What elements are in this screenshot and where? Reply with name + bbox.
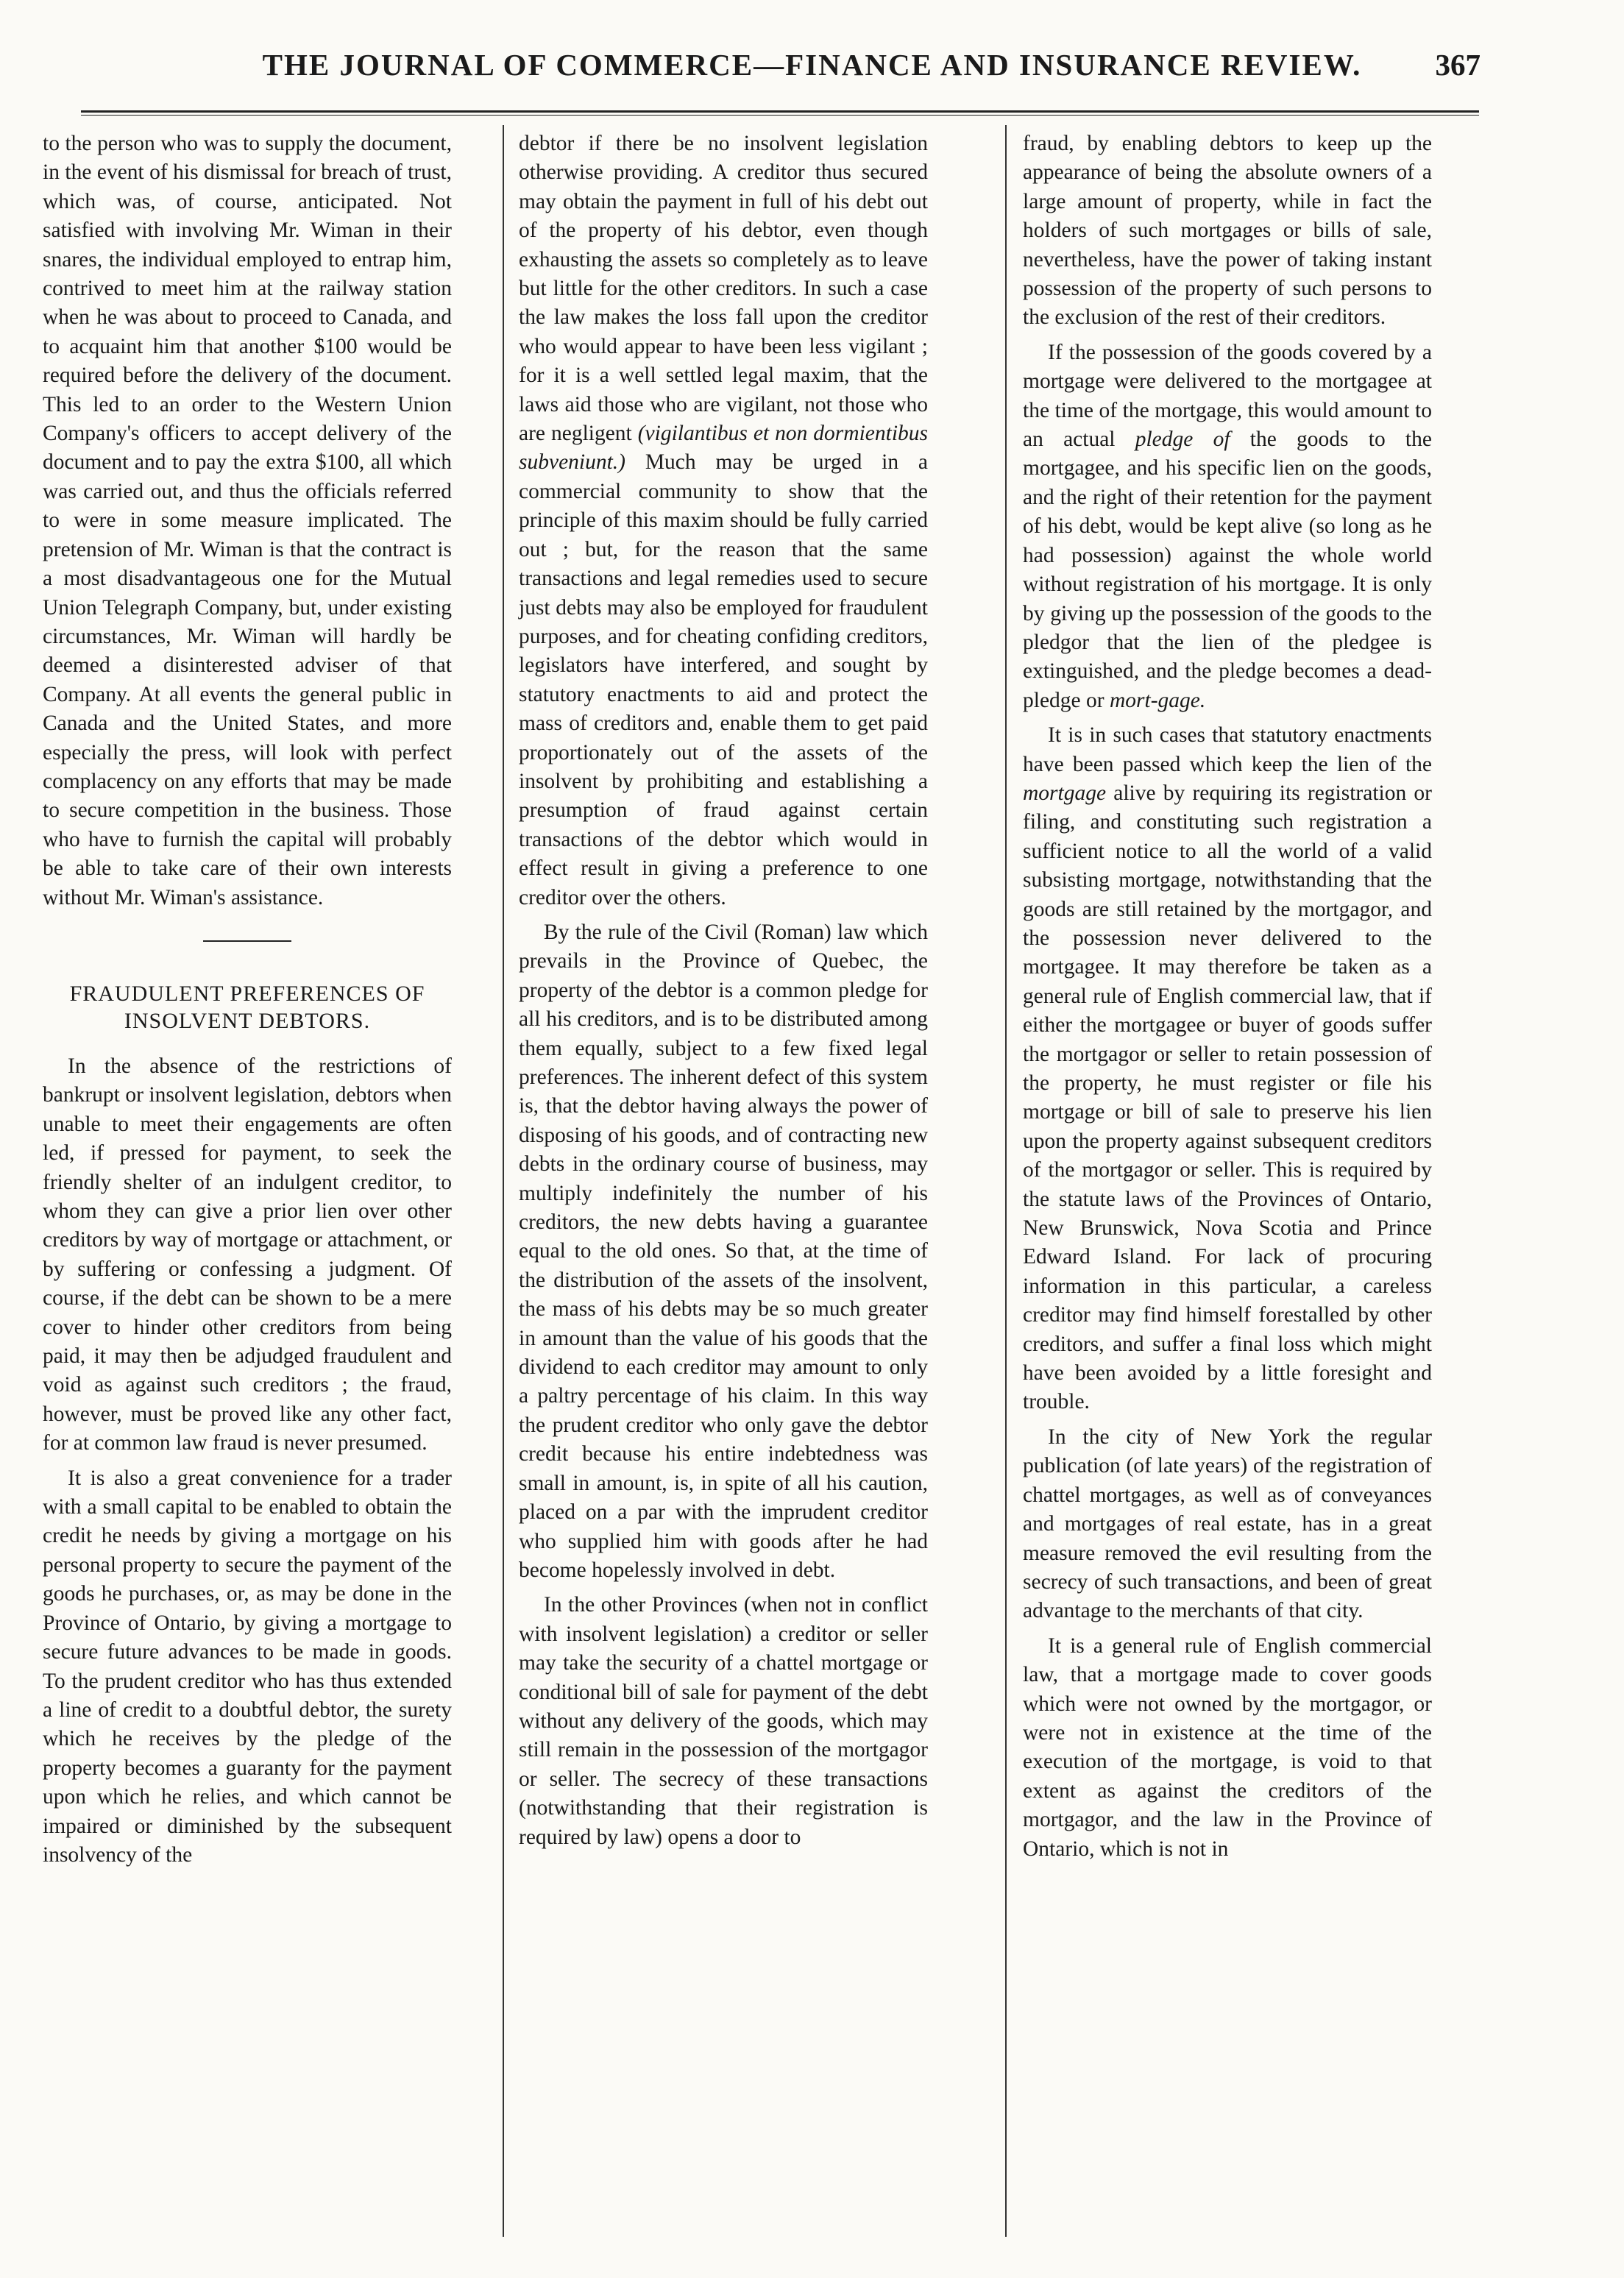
article-column-2 bbox=[519, 129, 928, 2226]
paragraph-text: It is in such cases that statutory enactments have been passed which keep the lien of the bbox=[1023, 723, 1432, 776]
body-paragraph: It is a general rule of English commercial law, that a mortgage made to cover goods which were not owned by the mortgagor, or were not in existence at the time of the execution of the mortgage, is void to that extent as against the creditors of the mortgagor, and the law in the Province of Ontario, which is not in bbox=[1023, 1633, 1432, 1861]
section-heading: FRAUDULENT PREFERENCES OF INSOLVENT DEBTORS. bbox=[69, 981, 425, 1033]
italic-term: mort-gage. bbox=[1109, 688, 1206, 712]
running-head bbox=[0, 47, 1624, 99]
body-paragraph: fraud, by enabling debtors to keep up the appearance of being the absolute owners of a large amount of property, while in fact the holders of such mortgages or bills of sale, nevertheless, have the power of taking instant possession of the property of such persons to the exclusion of the rest of their creditors. bbox=[1023, 132, 1432, 330]
body-paragraph: By the rule of the Civil (Roman) law which prevails in the Province of Quebec, the property of the debtor is a common pledge for all his creditors, and is to be distributed among them equally, subject to a few fixed legal preferences. The inherent defect of this system is, that the debtor having always the power of disposing of his goods, and of contracting new debts in the ordinary course of business, may multiply indefinitely the number of his creditors, the new debts having a guarantee equal to the old ones. So that, at the time of the distribution of the assets of the insolvent, the mass of his debts may be so much greater in amount than the value of his goods that the dividend to each creditor may amount to only a paltry percentage of his claim. In this way the prudent creditor who only gave the debtor credit because his entire indebtedness was small in amount, is, in spite of all his caution, placed on a par with the imprudent creditor who supplied him with goods after he had become hopelessly involved in debt. bbox=[519, 920, 928, 1582]
body-paragraph: It is also a great convenience for a trader with a small capital to be enabled to obtain the credit he needs by giving a mortgage on his personal property to secure the payment of the goods he purchases, or, as may be done in the Province of Ontario, by giving a mortgage to secure future advances to be made in goods. To the prudent creditor who has thus extended a line of credit to a doubtful debtor, the surety which he receives by the pledge of the property becomes a guaranty for the payment upon which he relies, and which cannot be impaired or diminished by the subsequent insolvency of the bbox=[43, 1466, 452, 1867]
article-column-3 bbox=[1023, 129, 1432, 2226]
header-rule bbox=[81, 110, 1479, 116]
latin-maxim: (vigilantibus et non dormientibus subveniunt.) bbox=[519, 422, 928, 475]
paragraph-text: If the possession of the goods covered by a mortgage were delivered to the mortgagee at the time of the mortgage, this would amount to an actual bbox=[1023, 340, 1432, 452]
body-paragraph: In the absence of the restrictions of bankrupt or insolvent legislation, debtors when unable to meet their engagements are often led, if pressed for payment, to seek the friendly shelter of an indulgent creditor, to whom they can give a prior lien over other creditors by way of mortgage or attachment, or by suffering or confessing a judgment. Of course, if the debt can be shown to be a mere cover to hinder other creditors from being paid, it may then be adjudged fraudulent and void as against such creditors ; the fraud, however, must be proved like any other fact, for at common law fraud is never presumed. bbox=[43, 1054, 452, 1455]
column-divider bbox=[1005, 125, 1007, 2237]
body-paragraph: to the person who was to supply the document, in the event of his dismissal for breach of trust, which was, of course, anticipated. Not satisfied with involving Mr. Wiman in their snares, the individual employed to entrap him, contrived to meet him at the railway station when he was about to proceed to Canada, and to acquaint him that another $100 would be required before the delivery of the document. This led to an order to the Western Union Company's officers to accept delivery of the document and to pay the extra $100, all which was carried out, and thus the officials referred to were in some measure implicated. The pretension of Mr. Wiman is that the contract is a most disadvantageous one for the Mutual Union Telegraph Company, but, under existing circumstances, Mr. Wiman will hardly be deemed a disinterested adviser of that Company. At all events the general public in Canada and the United States, and more especially the press, will look with perfect complacency on any efforts that may be made to secure competition in the business. Those who have to furnish the capital will probably be able to take care of their own interests without Mr. Wiman's assistance. bbox=[43, 132, 452, 909]
italic-term: mortgage bbox=[1023, 781, 1107, 805]
body-paragraph bbox=[1023, 338, 1432, 715]
body-paragraph bbox=[1023, 721, 1432, 1417]
body-paragraph bbox=[519, 129, 928, 912]
paragraph-text: alive by requiring its registration or filing, and constituting such registration a sufficient notice to all the world of a valid subsisting mortgage, notwithstanding that the goods are still retained by the mortgagor, and the possession never delivered to the mortgagee. It may therefore be taken as a general rule of English commercial law, that if either the mortgagee or buyer of goods suffer the mortgagor or seller to retain possession of the property, he must register or file his mortgage or bill of sale to preserve his lien upon the property against subsequent creditors of the mortgagor or seller. This is required by the statute laws of the Provinces of Ontario, New Brunswick, Nova Scotia and Prince Edward Island. For lack of procuring information in this particular, a careless creditor may find himself forestalled by other creditors, and suffer a final loss which might have been avoided by a little foresight and trouble. bbox=[1023, 781, 1432, 1414]
paragraph-text: Much may be urged in a commercial community to show that the principle of this maxim should be fully carried out ; but, for the reason that the same transactions and legal remedies used to secure just debts may also be employed for fraudulent purposes, and for cheating confiding creditors, legislators have interfered, and sought by statutory enactments to aid and protect the mass of creditors and, enable them to get paid proportionately out of the assets of the insolvent by prohibiting and establishing a presumption of fraud against certain transactions of the debtor which would in effect result in giving a preference to one creditor over the others. bbox=[519, 450, 928, 909]
article-column-1 bbox=[43, 129, 452, 2226]
body-paragraph: In the city of New York the regular publication (of late years) of the registration of chattel mortgages, as well as of conveyances and mortgages of real estate, has in a great measure removed the evil resulting from the secrecy of such transactions, and been of great advantage to the merchants of that city. bbox=[1023, 1424, 1432, 1623]
section-divider bbox=[203, 940, 291, 942]
page-number: 367 bbox=[1435, 48, 1481, 82]
column-divider bbox=[503, 125, 504, 2237]
paragraph-text: debtor if there be no insolvent legislation otherwise providing. A creditor thus secured may obtain the payment in full of his debt out of the property of his debtor, even though exhausting the assets so completely as to leave but little for the other creditors. In such a case the law makes the loss fall upon the creditor who would appear to have been less vigilant ; for it is a well settled legal maxim, that the laws aid those who are vigilant, not those who are negligent bbox=[519, 132, 928, 446]
journal-title: THE JOURNAL OF COMMERCE—FINANCE AND INSURANCE REVIEW. bbox=[262, 48, 1362, 82]
paragraph-text: the goods to the mortgagee, and his specific lien on the goods, and the right of their retention for the payment of his debt, would be kept alive (so long as he had possession) against the whole world without registration of his mortgage. It is only by giving up the possession of the goods to the pledgor that the lien of the pledgee is extinguished, and the pledge becomes a dead-pledge or bbox=[1023, 427, 1432, 712]
italic-term: pledge of bbox=[1135, 427, 1230, 452]
body-paragraph: In the other Provinces (when not in conflict with insolvent legislation) a creditor or seller may take the security of a chattel mortgage or conditional bill of sale for payment of the debt without any delivery of the goods, which may still remain in the possession of the mortgagor or seller. The secrecy of these transactions (notwithstanding that their registration is required by law) opens a door to bbox=[519, 1593, 928, 1849]
